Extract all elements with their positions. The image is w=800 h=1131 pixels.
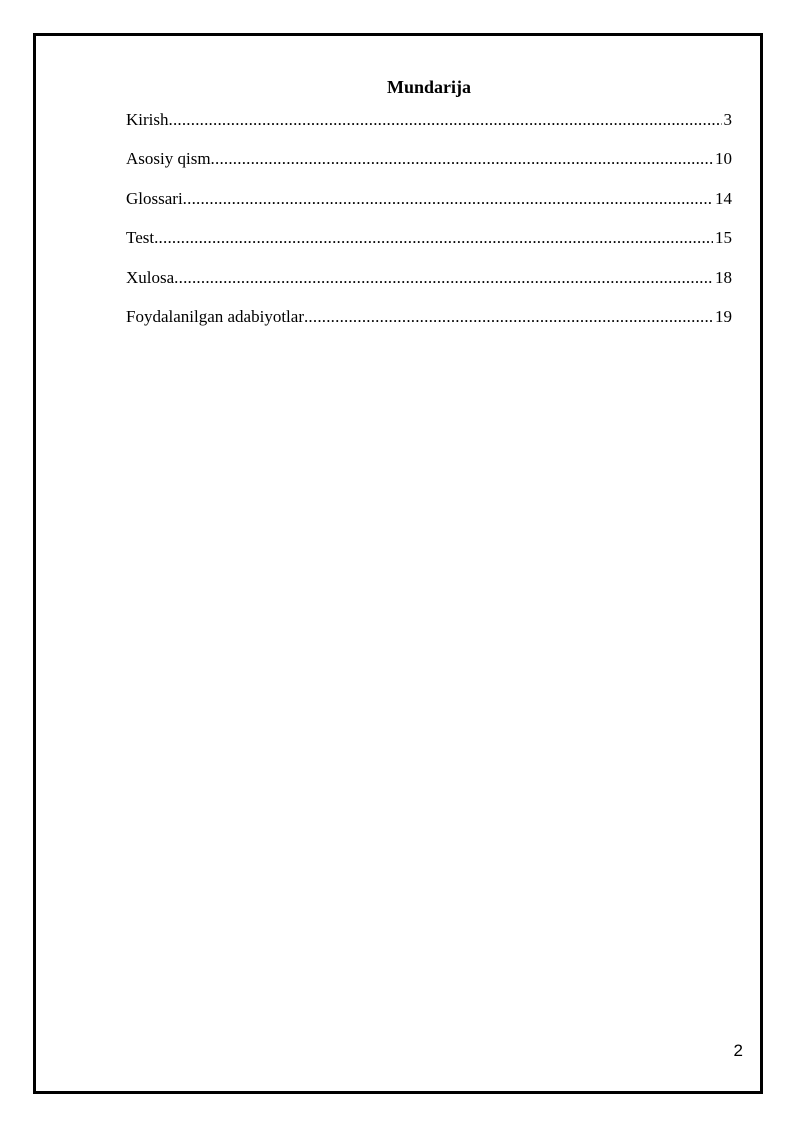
toc-entry-label: Kirish xyxy=(126,110,169,129)
dot-leader xyxy=(154,228,713,248)
toc-entry-page: 3 xyxy=(723,110,732,129)
toc-entry-label: Asosiy qism xyxy=(126,149,211,169)
toc-entry-page: 15 xyxy=(715,228,732,248)
table-of-contents xyxy=(126,110,732,346)
toc-entry-page: 10 xyxy=(715,149,732,169)
toc-entry-label: Glossari xyxy=(126,188,183,208)
dot-leader xyxy=(174,268,713,288)
toc-entry-label: Foydalanilgan adabiyotlar xyxy=(126,306,304,326)
toc-entry-foydalanilgan-adabiyotlar[interactable] xyxy=(126,307,732,346)
toc-title: Mundarija xyxy=(386,77,471,97)
page-number: 2 xyxy=(733,1041,743,1060)
toc-entry-page: 18 xyxy=(715,267,732,287)
toc-entry-asosiy-qism[interactable] xyxy=(126,149,732,188)
toc-entry-test[interactable] xyxy=(126,228,732,267)
dot-leader xyxy=(211,149,713,169)
dot-leader xyxy=(169,110,722,130)
dot-leader xyxy=(183,189,713,209)
toc-entry-glossari[interactable] xyxy=(126,189,732,228)
toc-entry-page: 14 xyxy=(715,188,732,208)
toc-entry-kirish[interactable] xyxy=(126,110,732,149)
dot-leader xyxy=(304,307,713,327)
toc-entry-page: 19 xyxy=(715,306,732,326)
toc-entry-xulosa[interactable] xyxy=(126,268,732,307)
toc-entry-label: Xulosa xyxy=(126,267,175,287)
toc-entry-label: Test xyxy=(126,228,155,248)
